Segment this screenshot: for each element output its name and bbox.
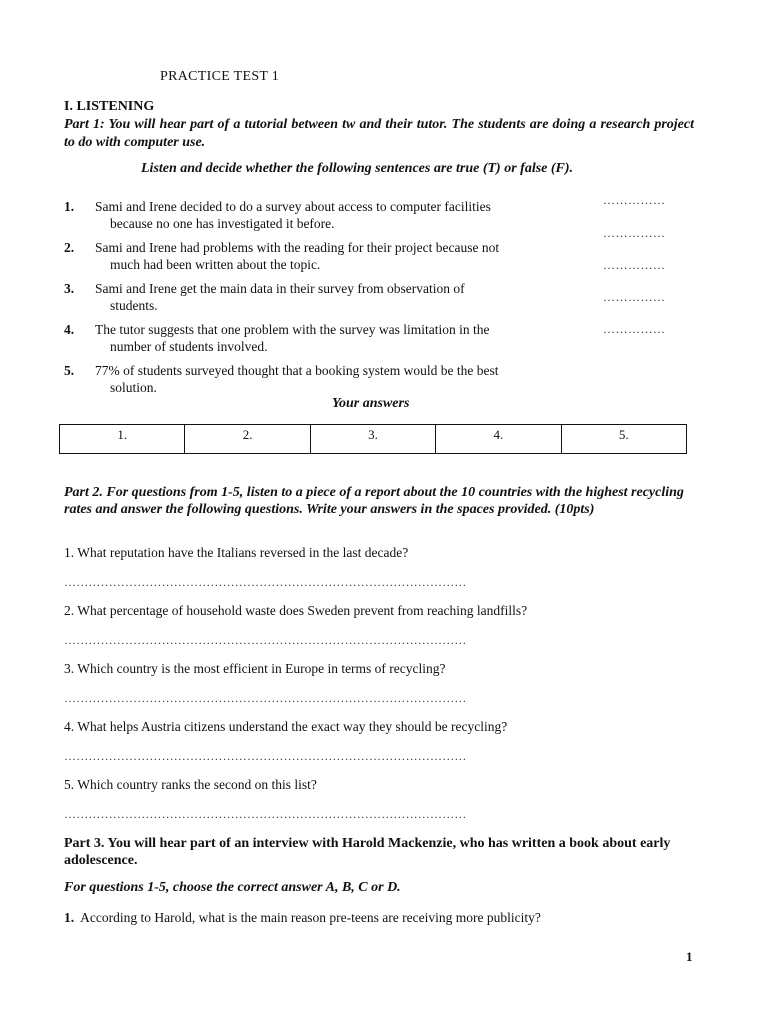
answer-blank[interactable]: …………… bbox=[603, 226, 666, 240]
item-number: 5. bbox=[64, 363, 75, 378]
question: 4. What helps Austria citizens understand the exact way they should be recycling? bbox=[64, 719, 508, 734]
item-number: 4. bbox=[64, 322, 75, 337]
tf-item bbox=[64, 280, 564, 314]
answer-line[interactable]: ……………………………………………………………………………………… bbox=[64, 807, 467, 821]
tf-item bbox=[64, 362, 564, 396]
part2-instruction: Part 2. For questions from 1-5, listen to a piece of a report about the 10 countries with the highest recycling rates and answer the following questions. Write your answers in the spaces provided. (10pts) bbox=[64, 485, 684, 517]
page-title: PRACTICE TEST 1 bbox=[160, 69, 280, 84]
question-text: According to Harold, what is the main reason pre-teens are receiving more publicity? bbox=[80, 910, 541, 925]
part3-subinstruction: For questions 1-5, choose the correct answer A, B, C or D. bbox=[64, 880, 401, 895]
part1-subinstruction: Listen and decide whether the following sentences are true (T) or false (F). bbox=[141, 161, 574, 176]
answer-cell[interactable]: 1. bbox=[60, 425, 185, 454]
answer-cell[interactable]: 4. bbox=[436, 425, 561, 454]
question-number: 1. bbox=[64, 910, 75, 925]
item-text: 77% of students surveyed thought that a booking system would be the best bbox=[95, 363, 499, 378]
part3-question bbox=[64, 910, 541, 926]
answer-line[interactable]: ……………………………………………………………………………………… bbox=[64, 691, 467, 705]
item-text-continued: much had been written about the topic. bbox=[110, 257, 321, 272]
section-heading: I. LISTENING bbox=[64, 99, 155, 114]
item-text: Sami and Irene decided to do a survey about access to computer facilities bbox=[95, 199, 491, 214]
question: 1. What reputation have the Italians reversed in the last decade? bbox=[64, 545, 409, 560]
answer-line[interactable]: ……………………………………………………………………………………… bbox=[64, 633, 467, 647]
item-number: 2. bbox=[64, 240, 75, 255]
item-text-continued: because no one has investigated it before. bbox=[110, 216, 335, 231]
item-text-continued: number of students involved. bbox=[110, 339, 268, 354]
page-number: 1 bbox=[686, 949, 693, 964]
answer-blank[interactable]: …………… bbox=[603, 290, 666, 304]
question: 5. Which country ranks the second on this list? bbox=[64, 777, 317, 792]
answer-line[interactable]: ……………………………………………………………………………………… bbox=[64, 575, 467, 589]
answer-cell[interactable]: 5. bbox=[561, 425, 686, 454]
item-text: The tutor suggests that one problem with the survey was limitation in the bbox=[95, 322, 490, 337]
part3-instruction: Part 3. You will hear part of an interview with Harold Mackenzie, who has written a book about early adolescence. bbox=[64, 836, 671, 868]
answer-blank[interactable]: …………… bbox=[603, 193, 666, 207]
item-text-continued: solution. bbox=[110, 380, 157, 395]
tf-item bbox=[64, 198, 564, 232]
question: 2. What percentage of household waste does Sweden prevent from reaching landfills? bbox=[64, 603, 528, 618]
item-number: 3. bbox=[64, 281, 75, 296]
answer-cell[interactable]: 3. bbox=[310, 425, 435, 454]
part1-instruction: Part 1: You will hear part of a tutorial between tw and their tutor. The students are doing a research project to do with computer use. bbox=[64, 117, 694, 150]
question: 3. Which country is the most efficient in Europe in terms of recycling? bbox=[64, 661, 446, 676]
item-text: Sami and Irene had problems with the reading for their project because not bbox=[95, 240, 500, 255]
answer-cell[interactable]: 2. bbox=[185, 425, 310, 454]
tf-item bbox=[64, 239, 564, 273]
item-text: Sami and Irene get the main data in their survey from observation of bbox=[95, 281, 465, 296]
tf-item bbox=[64, 321, 564, 355]
item-number: 1. bbox=[64, 199, 75, 214]
answer-blank[interactable]: …………… bbox=[603, 322, 666, 336]
answers-table bbox=[59, 424, 687, 454]
item-text-continued: students. bbox=[110, 298, 158, 313]
answer-line[interactable]: ……………………………………………………………………………………… bbox=[64, 749, 467, 763]
your-answers-label: Your answers bbox=[332, 396, 410, 411]
answer-blank[interactable]: …………… bbox=[603, 258, 666, 272]
